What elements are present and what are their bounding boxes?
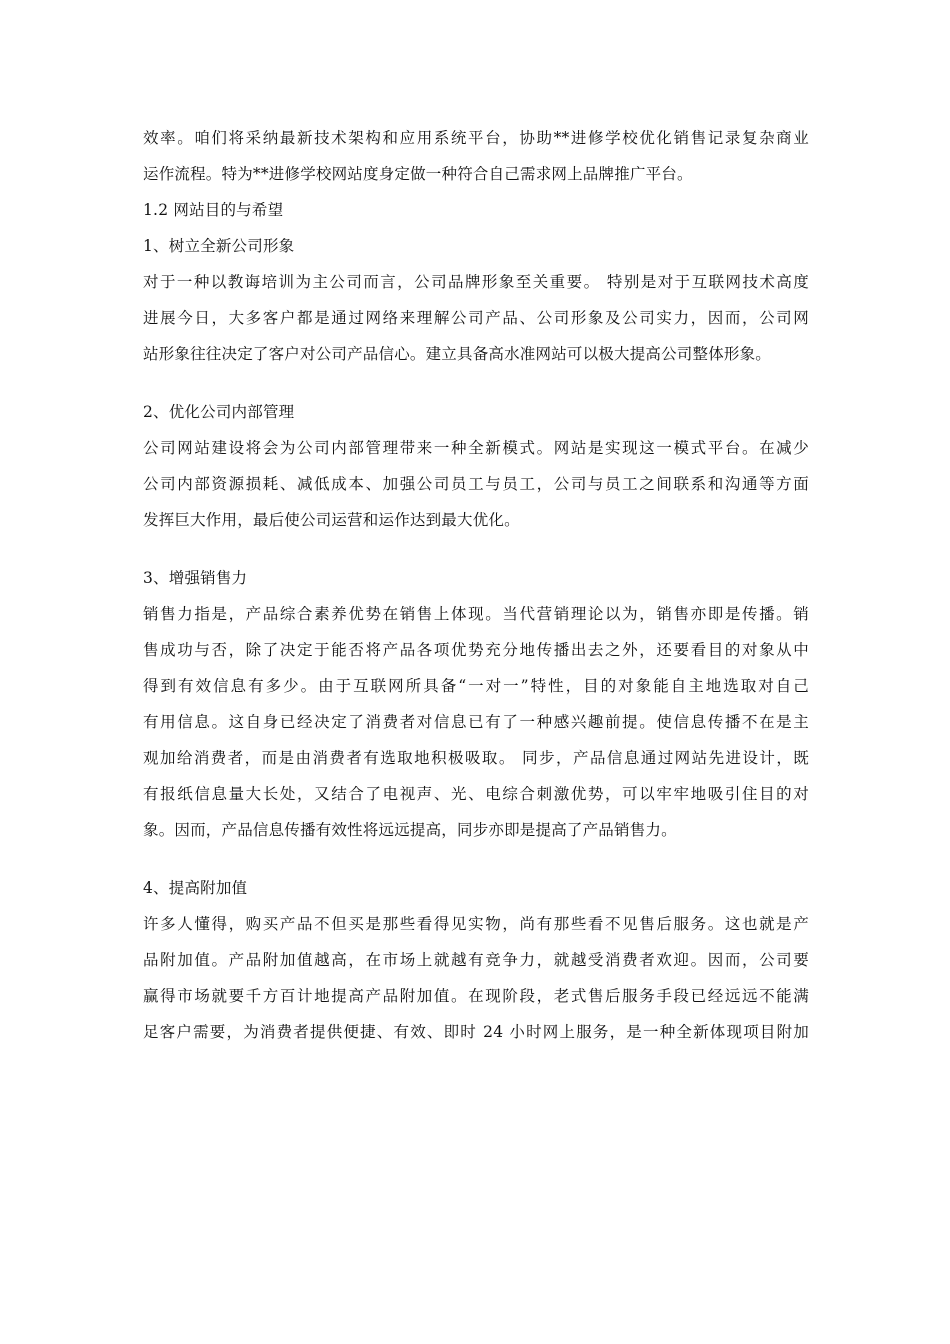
paragraph-line: 许多人懂得，购买产品不但买是那些看得见实物，尚有那些看不见售后服务。这也就是产 (143, 915, 809, 933)
paragraph-gap (143, 372, 809, 394)
paragraph-line: 售成功与否，除了决定于能否将产品各项优势充分地传播出去之外，还要看目的对象从中 (143, 641, 809, 659)
paragraph-line: 品附加值。产品附加值越高，在市场上就越有竞争力，就越受消费者欢迎。因而，公司要 (143, 951, 809, 969)
subsection-heading: 2、优化公司内部管理 (143, 403, 295, 421)
paragraph-gap (143, 848, 809, 870)
paragraph-line: 有报纸信息量大长处，又结合了电视声、光、电综合刺激优势，可以牢牢地吸引住目的对 (143, 785, 809, 803)
paragraph-line: 象。因而，产品信息传播有效性将远远提高，同步亦即是提高了产品销售力。 (143, 821, 677, 839)
paragraph-line: 进展今日，大多客户都是通过网络来理解公司产品、公司形象及公司实力，因而，公司网 (143, 309, 809, 327)
paragraph-line: 赢得市场就要千方百计地提高产品附加值。在现阶段，老式售后服务手段已经远远不能满 (143, 987, 809, 1005)
document-page (143, 120, 809, 1050)
paragraph-line: 站形象往往决定了客户对公司产品信心。建立具备高水准网站可以极大提高公司整体形象。 (143, 345, 772, 363)
subsection-heading: 4、提高附加值 (143, 879, 248, 897)
paragraph-line: 对于一种以教诲培训为主公司而言，公司品牌形象至关重要。 特别是对于互联网技术高度 (143, 273, 809, 291)
paragraph-line: 观加给消费者，而是由消费者有选取地积极吸取。 同步，产品信息通过网站先进设计，既 (143, 749, 809, 767)
paragraph-line: 公司内部资源损耗、减低成本、加强公司员工与员工，公司与员工之间联系和沟通等方面 (143, 475, 809, 493)
paragraph-line: 有用信息。这自身已经决定了消费者对信息已有了一种感兴趣前提。使信息传播不在是主 (143, 713, 809, 731)
paragraph-line: 公司网站建设将会为公司内部管理带来一种全新模式。网站是实现这一模式平台。在减少 (143, 439, 809, 457)
paragraph-gap (143, 538, 809, 560)
paragraph-line: 得到有效信息有多少。由于互联网所具备“一对一”特性，目的对象能自主地选取对自己 (143, 677, 809, 695)
section-heading: 1.2 网站目的与希望 (143, 201, 284, 219)
paragraph-line: 足客户需要，为消费者提供便捷、有效、即时 24 小时网上服务，是一种全新体现项目附加 (143, 1023, 809, 1041)
paragraph-line: 销售力指是，产品综合素养优势在销售上体现。当代营销理论以为，销售亦即是传播。销 (143, 605, 809, 623)
paragraph-line: 运作流程。特为**进修学校网站度身定做一种符合自己需求网上品牌推广平台。 (143, 165, 693, 183)
subsection-heading: 1、树立全新公司形象 (143, 237, 295, 255)
paragraph-line: 发挥巨大作用，最后使公司运营和运作达到最大优化。 (143, 511, 520, 529)
subsection-heading: 3、增强销售力 (143, 569, 248, 587)
paragraph-line: 效率。咱们将采纳最新技术架构和应用系统平台，协助**进修学校优化销售记录复杂商业 (143, 129, 809, 147)
